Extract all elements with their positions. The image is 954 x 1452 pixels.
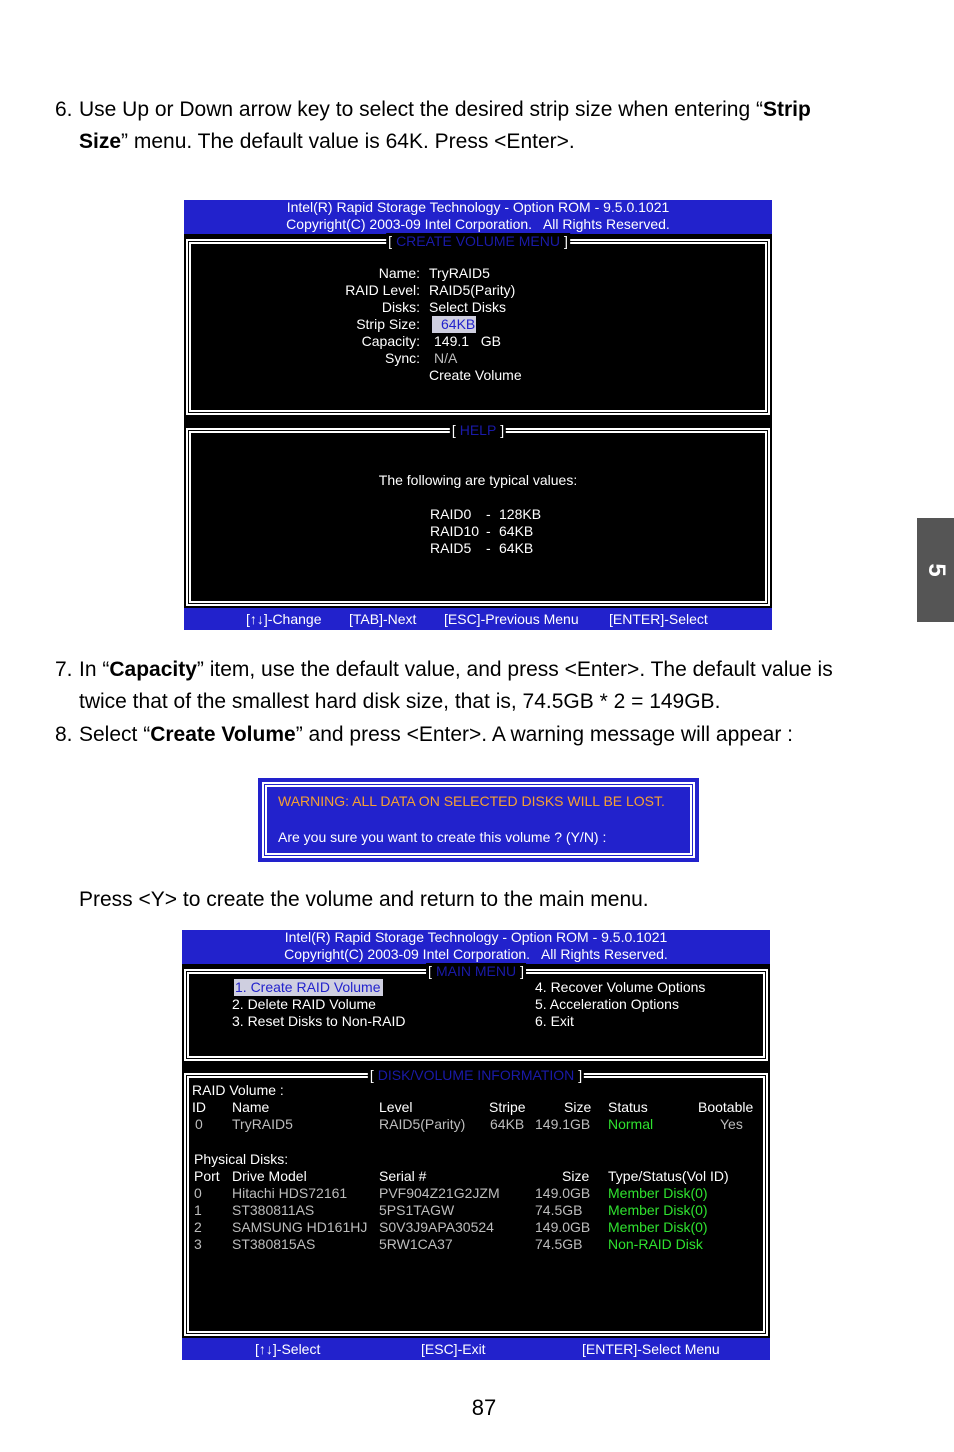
menu-item-create-raid-volume: 1. Create RAID Volume <box>235 979 381 995</box>
capacity-value: 149.1 GB <box>434 333 501 349</box>
column-header-bootable: Bootable <box>698 1099 754 1115</box>
disks-label: Disks: <box>381 299 420 315</box>
column-header-id: ID <box>192 1099 206 1115</box>
disk-type-status: Member Disk(0) <box>608 1185 708 1201</box>
help-row-value: 64KB <box>499 523 534 539</box>
disk-serial: S0V3J9APA30524 <box>379 1219 494 1235</box>
disk-volume-info-title <box>368 1067 584 1084</box>
disk-size: 149.0GB <box>535 1219 591 1235</box>
disks-value: Select Disks <box>429 299 507 315</box>
key-hint-change: [↑↓]-Change <box>246 611 322 627</box>
title-bracket-close: ] <box>500 422 505 438</box>
raid-volume-id: 0 <box>195 1116 203 1132</box>
menu-item-recover-volume-options: 4. Recover Volume Options <box>535 979 706 995</box>
create-volume-option: Create Volume <box>429 367 522 383</box>
step-8-text: Select “ <box>79 723 151 746</box>
step-6-number: 6. <box>55 98 73 121</box>
step-8-line <box>79 723 793 747</box>
column-header-drive-model: Drive Model <box>232 1168 307 1184</box>
disk-model: ST380815AS <box>232 1236 316 1252</box>
title-bracket-close: ] <box>520 963 524 979</box>
strip-size-value: 64KB <box>432 316 476 333</box>
title-label: MAIN MENU <box>435 963 517 979</box>
disk-size: 149.0GB <box>535 1185 591 1201</box>
disk-serial: 5RW1CA37 <box>379 1236 453 1252</box>
bios-footer <box>182 1338 770 1360</box>
disk-port: 3 <box>194 1236 202 1252</box>
step-6-line-2 <box>79 130 575 154</box>
name-label: Name: <box>378 265 420 281</box>
capacity-label: Capacity: <box>361 333 420 349</box>
bios-header <box>184 200 772 234</box>
step-6-text-end: ” menu. The default value is 64K. Press <Enter>. <box>121 130 575 153</box>
raid-level-value: RAID5(Parity) <box>429 282 516 298</box>
chapter-number: 5 <box>922 563 950 577</box>
raid-volume-status: Normal <box>608 1116 654 1132</box>
column-header-status: Status <box>608 1099 648 1115</box>
title-bracket-close: ] <box>563 233 568 249</box>
raid-volume-heading: RAID Volume : <box>192 1082 284 1098</box>
help-intro: The following are typical values: <box>378 472 578 488</box>
key-hint-select-menu: [ENTER]-Select Menu <box>582 1341 720 1357</box>
chapter-tab <box>917 518 954 622</box>
disk-size: 74.5GB <box>535 1202 583 1218</box>
column-header-size: Size <box>562 1168 590 1184</box>
title-bracket-open: [ <box>369 1067 374 1083</box>
bios-header-title: Intel(R) Rapid Storage Technology - Option ROM - 9.5.0.1021 <box>286 200 670 215</box>
step-7-text: In “ <box>79 658 110 681</box>
raid-volume-name: TryRAID5 <box>232 1116 293 1132</box>
key-hint-previous-menu: [ESC]-Previous Menu <box>444 611 579 627</box>
page-number: 87 <box>471 1395 497 1420</box>
menu-item-acceleration-options: 5. Acceleration Options <box>535 996 679 1012</box>
title-label: CREATE VOLUME MENU <box>396 233 560 249</box>
title-bracket-close: ] <box>578 1067 583 1083</box>
step-7-keyword-capacity: Capacity <box>109 658 197 681</box>
raid-volume-size: 149.1GB <box>535 1116 591 1132</box>
column-header-type-status: Type/Status(Vol ID) <box>608 1168 729 1184</box>
warning-dialog <box>258 778 699 862</box>
help-row-separator: - <box>486 540 491 556</box>
step-8-number: 8. <box>55 723 73 746</box>
physical-disks-heading: Physical Disks: <box>194 1151 289 1167</box>
disk-port: 1 <box>194 1202 202 1218</box>
disk-port: 0 <box>194 1185 202 1201</box>
raid-volume-stripe: 64KB <box>490 1116 525 1132</box>
column-header-port: Port <box>194 1168 220 1184</box>
menu-item-delete-raid-volume: 2. Delete RAID Volume <box>232 996 376 1012</box>
disk-model: Hitachi HDS72161 <box>232 1185 348 1201</box>
confirm-prompt: Are you sure you want to create this volume ? (Y/N) : <box>278 829 607 845</box>
bios-header-title: Intel(R) Rapid Storage Technology - Option ROM - 9.5.0.1021 <box>284 930 668 945</box>
title-bracket-open: [ <box>451 422 456 438</box>
step-8-keyword-create-volume: Create Volume <box>150 723 296 746</box>
key-hint-select: [↑↓]-Select <box>255 1341 321 1357</box>
key-hint-next: [TAB]-Next <box>349 611 417 627</box>
disk-serial: PVF904Z21G2JZM <box>379 1185 500 1201</box>
column-header-stripe: Stripe <box>489 1099 526 1115</box>
help-row-separator: - <box>486 523 491 539</box>
key-hint-exit: [ESC]-Exit <box>421 1341 486 1357</box>
key-hint-select: [ENTER]-Select <box>609 611 708 627</box>
disk-type-status: Member Disk(0) <box>608 1202 708 1218</box>
column-header-name: Name <box>232 1099 270 1115</box>
sync-value: N/A <box>434 350 458 366</box>
menu-item-exit: 6. Exit <box>535 1013 574 1029</box>
sync-label: Sync: <box>384 350 420 366</box>
title-bracket-open: [ <box>428 963 432 979</box>
disk-model: ST380811AS <box>232 1202 315 1218</box>
column-header-size: Size <box>564 1099 592 1115</box>
bios-header-copyright: Copyright(C) 2003-09 Intel Corporation. All Rights Reserved. <box>284 946 668 962</box>
disk-port: 2 <box>194 1219 202 1235</box>
help-row-name: RAID5 <box>430 540 472 556</box>
disk-type-status: Member Disk(0) <box>608 1219 708 1235</box>
help-panel <box>186 422 770 606</box>
bios-footer <box>184 608 772 630</box>
help-row-value: 128KB <box>499 506 542 522</box>
raid-level-label: RAID Level: <box>345 282 420 298</box>
step-7-line-2: twice that of the smallest hard disk size, that is, 74.5GB * 2 = 149GB. <box>79 690 721 713</box>
help-row-name: RAID10 <box>430 523 480 539</box>
raid-volume-level: RAID5(Parity) <box>379 1116 466 1132</box>
create-volume-menu-title <box>386 233 570 250</box>
title-bracket-open: [ <box>388 233 393 249</box>
bios-header <box>182 930 770 964</box>
raid-volume-bootable: Yes <box>720 1116 743 1132</box>
disk-model: SAMSUNG HD161HJ <box>232 1219 368 1235</box>
menu-item-reset-disks: 3. Reset Disks to Non-RAID <box>232 1013 406 1029</box>
help-row-value: 64KB <box>499 540 534 556</box>
column-header-serial: Serial # <box>379 1168 427 1184</box>
help-row-separator: - <box>486 506 491 522</box>
step-7-line-1 <box>79 658 833 682</box>
disk-type-status: Non-RAID Disk <box>608 1236 703 1252</box>
help-row-name: RAID0 <box>430 506 472 522</box>
name-value: TryRAID5 <box>429 265 490 281</box>
warning-message: WARNING: ALL DATA ON SELECTED DISKS WILL BE LOST. <box>278 793 665 809</box>
step-7-number: 7. <box>55 658 73 681</box>
step-6-keyword-strip: Strip <box>762 98 811 121</box>
main-menu-title <box>426 963 526 980</box>
bios-header-copyright: Copyright(C) 2003-09 Intel Corporation. All Rights Reserved. <box>286 216 670 232</box>
step-8-text-rest: ” and press <Enter>. A warning message will appear : <box>295 723 793 746</box>
title-label: DISK/VOLUME INFORMATION <box>377 1067 575 1083</box>
step-6-text: Use Up or Down arrow key to select the desired strip size when entering “ <box>79 98 763 121</box>
help-title <box>450 422 506 439</box>
strip-size-label: Strip Size: <box>356 316 420 332</box>
column-header-level: Level <box>379 1099 413 1115</box>
main-menu-screenshot <box>182 930 770 1360</box>
step-6-keyword-size: Size <box>79 130 122 153</box>
disk-size: 74.5GB <box>535 1236 583 1252</box>
disk-serial: 5PS1TAGW <box>379 1202 455 1218</box>
step-7-text-rest: ” item, use the default value, and press <Enter>. The default value is <box>196 658 833 681</box>
press-y-instruction: Press <Y> to create the volume and return to the main menu. <box>79 888 649 911</box>
title-label: HELP <box>459 422 497 438</box>
create-volume-screenshot <box>184 200 772 630</box>
step-6-line-1 <box>79 98 811 122</box>
